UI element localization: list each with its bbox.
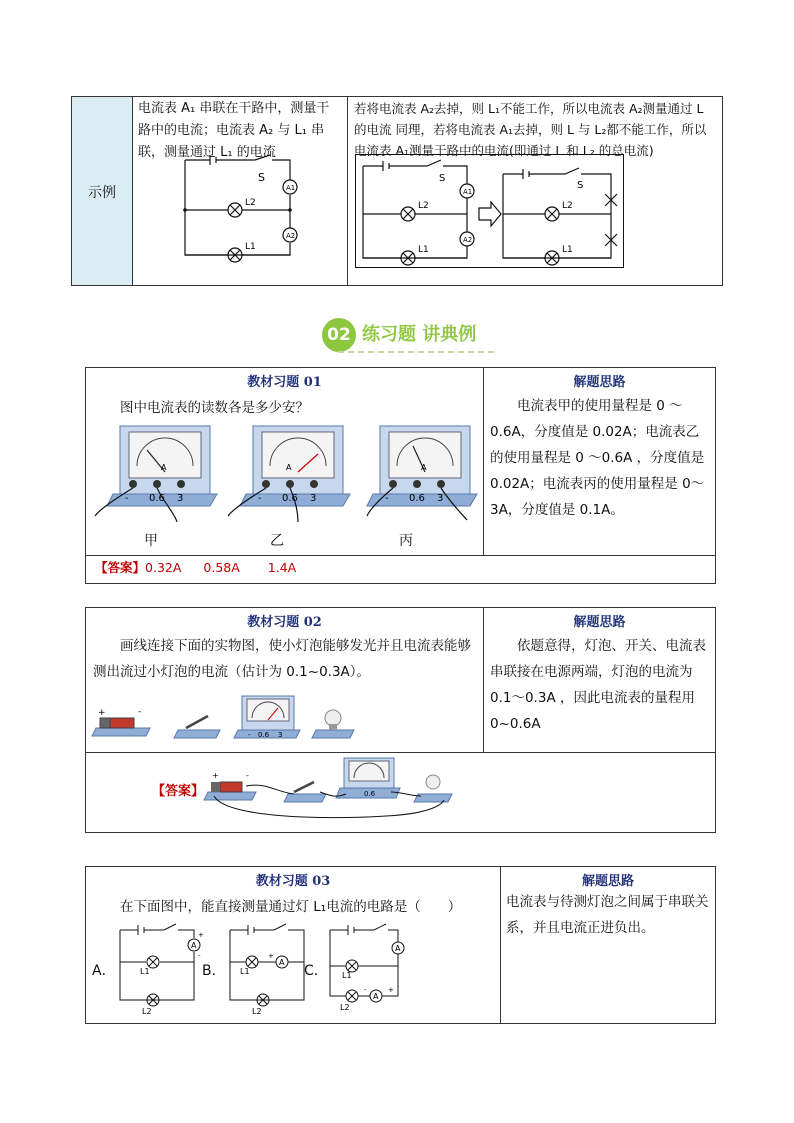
exercise-02-answer-diagram: [206, 756, 456, 820]
answer-yi: 0.58A: [203, 560, 240, 575]
example-label: 示例: [88, 185, 116, 201]
svg-text:0.6: 0.6: [364, 790, 376, 798]
example-left-text: 电流表 A₁ 串联在干路中，测量干路中的电流；电流表 A₂ 与 L₁ 串联，测量通过 L₁ 的电流: [138, 101, 330, 160]
svg-text:-: -: [248, 731, 251, 739]
svg-text:L1: L1: [418, 245, 429, 255]
svg-text:-: -: [364, 986, 367, 994]
exercise-02-header: 教材习题 02: [247, 615, 322, 630]
svg-text:+: +: [198, 931, 204, 939]
svg-text:3: 3: [437, 493, 444, 504]
svg-text:3: 3: [310, 493, 317, 504]
ammeter-jia: [95, 424, 225, 524]
exercise-01-header: 教材习题 01: [247, 375, 322, 390]
ammeter-a1-label: A1: [286, 184, 296, 192]
answer-jia: 0.32A: [145, 560, 182, 575]
exercise-03-question: 在下面图中，能直接测量通过灯 L₁电流的电路是（ ）: [120, 899, 462, 915]
ammeter-icon: [234, 696, 300, 739]
switch-label: S: [258, 171, 265, 184]
svg-text:+: +: [98, 708, 106, 718]
exercise-03-header: 教材习题 03: [255, 874, 331, 889]
ammeter-a2-label: A2: [286, 232, 296, 240]
svg-text:L1: L1: [140, 967, 150, 976]
exercise-02-side-header: 解题思路: [573, 615, 626, 630]
svg-text:0.6: 0.6: [409, 493, 425, 504]
exercise-03-analysis: 电流表与待测灯泡之间属于串联关系，并且电流正进负出。: [506, 894, 709, 936]
meter-label-jia: 甲: [144, 533, 158, 549]
svg-text:0.6: 0.6: [282, 493, 298, 504]
exercise-03-side-header: 解题思路: [581, 874, 634, 889]
svg-text:-: -: [385, 493, 389, 504]
svg-text:A1: A1: [463, 188, 473, 196]
svg-text:S: S: [439, 173, 446, 184]
meter-label-yi: 乙: [270, 533, 284, 549]
exercise-02-question: 画线连接下面的实物图，使小灯泡能够发光并且电流表能够测出流过小灯泡的电流（估计为 0.1~0.3A）。: [93, 638, 471, 680]
example-right-text: 若将电流表 A₂去掉，则 L₁不能工作，所以电流表 A₂测量通过 L 的电流 同理，若将电流表 A₁去掉，则 L 与 L₂都不能工作，所以电流表 A₁测量干路中的电流(即通过 L 和 L₂ 的总电流): [354, 101, 707, 158]
svg-text:-: -: [125, 493, 129, 504]
example-circuit-comparison: [355, 154, 625, 269]
lamp-l2-label: L2: [245, 198, 256, 208]
section-underline: [338, 351, 494, 353]
answer-tag: 【答案】: [95, 560, 146, 575]
svg-text:+: +: [212, 771, 219, 780]
svg-text:-: -: [258, 493, 262, 504]
svg-text:-: -: [198, 952, 201, 960]
ammeter-bing: [355, 424, 485, 524]
exercise-01-side-header: 解题思路: [573, 375, 626, 390]
svg-text:+: +: [388, 986, 394, 994]
exercise-02-components: [92, 690, 362, 745]
svg-text:0.6: 0.6: [258, 731, 270, 739]
svg-text:A2: A2: [463, 236, 473, 244]
bulb-icon: [312, 710, 354, 738]
svg-text:3: 3: [177, 493, 184, 504]
svg-text:L2: L2: [142, 1007, 152, 1016]
svg-text:L1: L1: [342, 971, 352, 980]
svg-text:L2: L2: [252, 1007, 262, 1016]
svg-text:-: -: [246, 771, 249, 780]
option-a-label: A．: [92, 963, 116, 979]
exercise-02-analysis: 依题意得，灯泡、开关、电流表串联接在电源两端，灯泡的电流为 0.1～0.3A ，因此电流表的量程用 0~0.6A: [490, 638, 706, 732]
svg-text:A: A: [421, 463, 427, 472]
svg-text:0.6: 0.6: [149, 493, 165, 504]
option-a-circuit: [118, 924, 204, 1014]
exercise-01-answer: [95, 558, 296, 576]
svg-text:L1: L1: [562, 245, 573, 255]
exercise-01-analysis: 电流表甲的使用量程是 0 ～0.6A，分度值是 0.02A；电流表乙的使用量程是 0 ～0.6A ，分度值是 0.02A；电流表丙的使用量程是 0～3A，分度值是 0.1A。: [490, 398, 705, 518]
svg-text:L2: L2: [340, 1003, 350, 1012]
svg-text:A: A: [395, 944, 401, 953]
svg-text:A: A: [286, 463, 292, 472]
meter-label-bing: 丙: [399, 533, 413, 549]
svg-text:L1: L1: [240, 967, 250, 976]
arrow-icon: [479, 202, 501, 226]
answer-bing: 1.4A: [267, 560, 297, 575]
example-circuit-diagram: [180, 155, 300, 265]
option-c-circuit: [328, 924, 414, 1014]
exercise-02-answer-tag: 【答案】: [152, 784, 205, 799]
battery-icon: [92, 707, 150, 736]
option-b-label: B．: [202, 963, 226, 979]
svg-text:L2: L2: [562, 201, 573, 211]
section-badge: 02: [322, 318, 356, 352]
switch-icon: [174, 716, 220, 738]
option-c-label: C．: [304, 963, 328, 979]
exercise-01-question: 图中电流表的读数各是多少安？: [120, 400, 309, 416]
svg-text:L2: L2: [418, 201, 429, 211]
section-title: 练习题 讲典例: [362, 324, 477, 345]
svg-text:3: 3: [278, 731, 283, 739]
svg-text:+: +: [268, 952, 274, 960]
svg-text:-: -: [138, 707, 142, 717]
svg-text:S: S: [577, 180, 584, 191]
svg-text:A: A: [373, 992, 379, 1001]
lamp-l1-label: L1: [245, 242, 256, 252]
option-b-circuit: [228, 924, 314, 1014]
svg-text:A: A: [191, 941, 197, 950]
svg-text:A: A: [161, 463, 167, 472]
ammeter-yi: [228, 424, 358, 524]
svg-text:A: A: [279, 958, 285, 967]
